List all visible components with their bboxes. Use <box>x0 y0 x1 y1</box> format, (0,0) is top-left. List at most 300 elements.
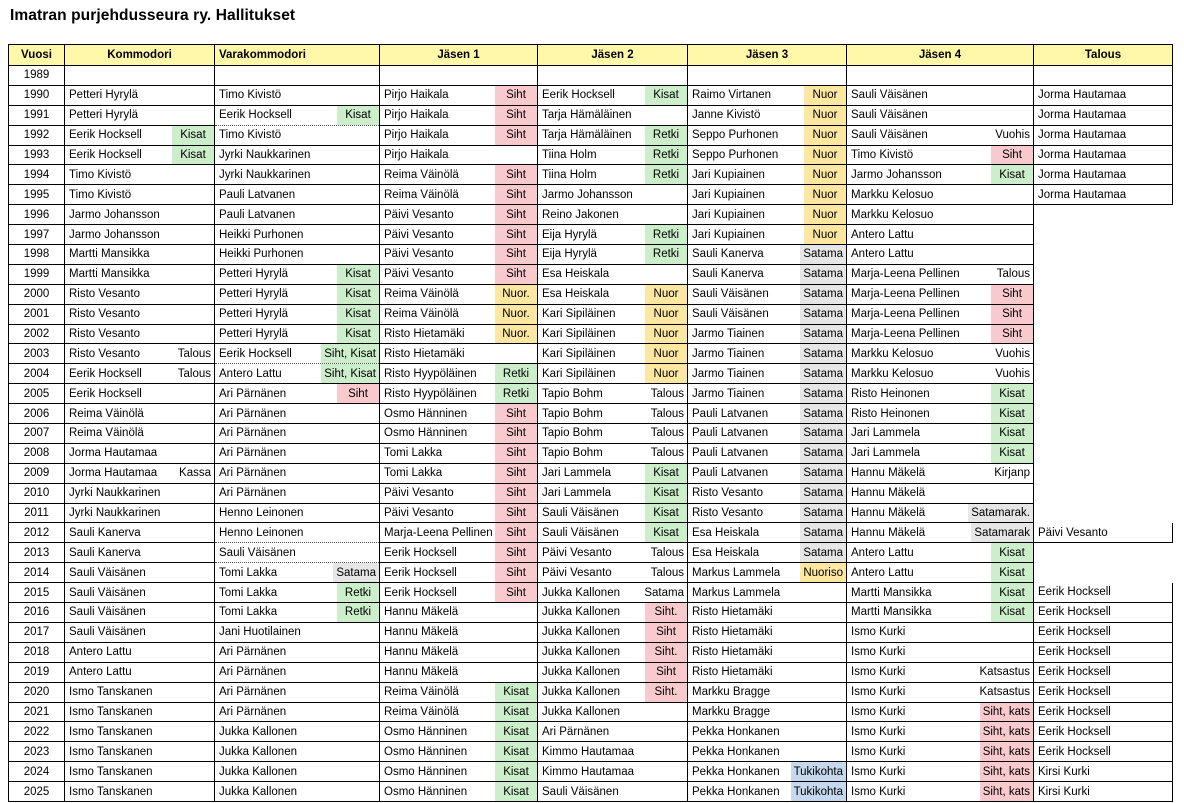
year-cell: 2020 <box>9 682 65 702</box>
varakommodori-cell <box>215 583 380 603</box>
member-name: Hannu Mäkelä <box>384 606 459 619</box>
kommodori-cell <box>65 443 215 463</box>
role-tag: Satama <box>800 424 846 443</box>
jasen-3-cell <box>688 702 847 722</box>
jasen-4-cell <box>847 722 1034 742</box>
kommodori-cell <box>65 702 215 722</box>
member-name <box>1034 245 1173 264</box>
role-tag: Satama <box>800 325 846 344</box>
member-name: Reima Väinölä <box>384 188 459 201</box>
varakommodori-cell <box>215 722 380 742</box>
role-tag: Kisat <box>337 305 379 324</box>
jasen-2-cell <box>538 722 688 742</box>
role-tag: Nuor <box>645 364 687 383</box>
kommodori-cell <box>65 384 215 404</box>
member-name: Jorma Hautamaa <box>1038 168 1127 181</box>
member-name: Ari Pärnänen <box>219 427 287 440</box>
jasen-2-cell <box>538 364 688 384</box>
member-name: Antero Lattu <box>69 666 132 679</box>
varakommodori-cell <box>215 523 380 543</box>
member-name: Timo Kivistö <box>851 149 914 161</box>
member-name: Ari Pärnänen <box>219 487 287 500</box>
member-name: Markus Lammela <box>692 586 781 599</box>
member-name: Kirsi Kurki <box>1038 765 1090 778</box>
member-name: Kari Sipiläinen <box>542 328 616 341</box>
header-jasen-4: Jäsen 4 <box>847 45 1034 66</box>
talous-cell <box>1034 125 1173 145</box>
year-cell: 2003 <box>9 344 65 364</box>
member-name: Marja-Leena Pellinen <box>851 288 960 301</box>
table-row <box>9 165 1173 185</box>
member-name: Antero Lattu <box>69 646 132 659</box>
kommodori-cell <box>65 264 215 284</box>
kommodori-cell <box>65 463 215 483</box>
varakommodori-cell <box>215 503 380 523</box>
role-tag: Kisat <box>991 165 1033 184</box>
jasen-1-cell <box>380 105 538 125</box>
jasen-3-cell <box>688 145 847 165</box>
member-name: Pekka Honkanen <box>692 765 780 778</box>
jasen-4-cell <box>847 205 1034 225</box>
talous-cell <box>1034 66 1173 86</box>
talous-cell <box>1034 384 1173 404</box>
kommodori-cell <box>65 125 215 145</box>
member-name <box>1034 66 1172 85</box>
member-name: Tarja Hämäläinen <box>542 129 632 142</box>
kommodori-cell <box>65 284 215 304</box>
talous-cell <box>1034 85 1173 105</box>
jasen-4-cell <box>847 563 1034 583</box>
table-row <box>9 205 1173 225</box>
role-tag: Satama <box>800 305 846 324</box>
role-tag: Siht <box>495 404 537 423</box>
member-name: Päivi Vesanto <box>384 248 454 261</box>
jasen-2-cell <box>538 384 688 404</box>
role-tag: Nuor <box>645 325 687 344</box>
member-name: Tomi Lakka <box>219 586 278 599</box>
role-tag: Retki <box>645 165 687 184</box>
member-name: Reima Väinölä <box>384 686 459 699</box>
varakommodori-cell <box>215 603 380 623</box>
role-tag: Kisat <box>991 384 1033 403</box>
member-name: Reima Väinölä <box>384 308 459 321</box>
member-name: Eerik Hocksell <box>1038 725 1111 738</box>
table-row <box>9 622 1173 642</box>
member-name: Pekka Honkanen <box>692 725 780 738</box>
jasen-2-cell <box>538 483 688 503</box>
jasen-3-cell <box>688 364 847 384</box>
jasen-3-cell <box>688 284 847 304</box>
talous-cell <box>1034 185 1173 205</box>
role-tag: Siht <box>495 106 537 125</box>
jasen-4-cell <box>847 483 1034 503</box>
member-name: Tomi Lakka <box>219 566 278 579</box>
year-cell: 1989 <box>9 66 65 86</box>
kommodori-cell <box>65 225 215 245</box>
jasen-2-cell <box>538 105 688 125</box>
member-name: Ismo Tanskanen <box>69 785 153 798</box>
member-name: Petteri Hyrylä <box>219 308 289 321</box>
role-tag: Satama <box>800 464 846 483</box>
kommodori-cell <box>65 762 215 782</box>
role-tag: Siht <box>495 265 537 284</box>
kommodori-cell <box>65 66 215 86</box>
member-name: Ari Pärnänen <box>219 646 287 659</box>
role-tag: Kirjanp <box>994 467 1030 480</box>
jasen-3-cell <box>688 583 847 603</box>
year-cell: 2016 <box>9 603 65 623</box>
role-tag: Siht <box>495 563 537 582</box>
kommodori-cell <box>65 682 215 702</box>
member-name: Hannu Mäkelä <box>851 467 926 480</box>
member-name: Eija Hyrylä <box>542 228 597 241</box>
table-row <box>9 523 1173 543</box>
member-name: Jarmo Tiainen <box>692 367 765 380</box>
member-name: Eerik Hocksell <box>69 367 142 380</box>
year-cell: 2018 <box>9 642 65 662</box>
jasen-4-cell <box>847 523 1034 543</box>
member-name <box>215 66 379 85</box>
varakommodori-cell <box>215 404 380 424</box>
member-name: Eerik Hocksell <box>1038 666 1111 679</box>
jasen-2-cell <box>538 583 688 603</box>
jasen-4-cell <box>847 125 1034 145</box>
talous-cell <box>1034 642 1173 662</box>
role-tag: Siht, Kisat <box>321 364 379 383</box>
talous-cell <box>1034 344 1173 364</box>
role-tag: Kisat <box>645 484 687 503</box>
varakommodori-cell <box>215 364 380 384</box>
kommodori-cell <box>65 523 215 543</box>
kommodori-cell <box>65 165 215 185</box>
year-cell: 2004 <box>9 364 65 384</box>
role-tag: Satama <box>800 484 846 503</box>
jasen-1-cell <box>380 245 538 265</box>
member-name: Tomi Lakka <box>384 467 443 480</box>
varakommodori-cell <box>215 245 380 265</box>
table-row <box>9 543 1173 563</box>
member-name: Risto Hietamäki <box>384 328 465 341</box>
jasen-3-cell <box>688 384 847 404</box>
member-name: Timo Kivistö <box>219 89 282 102</box>
member-name: Jarmo Tiainen <box>692 387 765 400</box>
jasen-3-cell <box>688 523 847 543</box>
member-name: Antero Lattu <box>851 248 914 261</box>
varakommodori-cell <box>215 563 380 583</box>
member-name: Janne Kivistö <box>692 109 761 122</box>
table-row <box>9 742 1173 762</box>
member-name: Tomi Lakka <box>384 447 443 460</box>
member-name: Jarmo Johansson <box>542 188 633 201</box>
talous-cell <box>1034 463 1173 483</box>
jasen-4-cell <box>847 503 1034 523</box>
talous-cell <box>1034 483 1173 503</box>
jasen-2-cell <box>538 205 688 225</box>
member-name <box>1034 325 1173 344</box>
member-name: Sauli Väisänen <box>69 586 146 599</box>
member-name: Marja-Leena Pellinen <box>851 268 960 281</box>
talous-cell <box>1034 563 1173 583</box>
kommodori-cell <box>65 185 215 205</box>
member-name: Jari Lammela <box>542 487 612 500</box>
jasen-3-cell <box>688 245 847 265</box>
role-tag: Siht <box>495 484 537 503</box>
kommodori-cell <box>65 642 215 662</box>
member-name: Eerik Hocksell <box>69 149 142 161</box>
role-tag: Siht <box>495 523 537 542</box>
jasen-1-cell <box>380 404 538 424</box>
table-row <box>9 762 1173 782</box>
member-name: Sauli Kanerva <box>69 546 141 559</box>
member-name: Eerik Hocksell <box>1038 745 1111 758</box>
jasen-4-cell <box>847 384 1034 404</box>
jasen-1-cell <box>380 145 538 165</box>
member-name: Pauli Latvanen <box>692 447 769 460</box>
member-name: Marja-Leena Pellinen <box>851 328 960 341</box>
role-tag: Kisat <box>495 762 537 781</box>
member-name: Markku Bragge <box>692 705 770 718</box>
jasen-3-cell <box>688 324 847 344</box>
role-tag: Nuor <box>804 165 846 184</box>
member-name: Jarmo Johansson <box>69 228 160 241</box>
board-table <box>8 44 1173 802</box>
member-name: Eerik Hocksell <box>1038 686 1111 699</box>
jasen-3-cell <box>688 742 847 762</box>
kommodori-cell <box>65 105 215 125</box>
role-tag: Vuohis <box>995 129 1030 142</box>
role-tag: Talous <box>996 268 1030 281</box>
role-tag: Siht <box>495 86 537 105</box>
role-tag: Siht <box>495 225 537 244</box>
member-name: Heikki Purhonen <box>219 228 304 241</box>
member-name: Tapio Bohm <box>542 407 603 420</box>
kommodori-cell <box>65 85 215 105</box>
talous-cell <box>1034 523 1173 543</box>
member-name <box>1034 484 1173 503</box>
year-cell: 2025 <box>9 782 65 802</box>
jasen-4-cell <box>847 543 1034 563</box>
role-tag: Talous <box>650 447 684 460</box>
member-name: Timo Kivistö <box>219 129 282 142</box>
member-name: Martti Mansikka <box>851 586 932 599</box>
talous-cell <box>1034 205 1173 225</box>
header-row <box>9 45 1173 66</box>
role-tag: Retki <box>337 603 379 622</box>
talous-cell <box>1034 603 1173 623</box>
role-tag: Siht. <box>645 643 687 662</box>
kommodori-cell <box>65 245 215 265</box>
table-row <box>9 404 1173 424</box>
role-tag: Satama <box>800 384 846 403</box>
member-name: Päivi Vesanto <box>1038 526 1108 539</box>
role-tag: Satama <box>800 245 846 264</box>
member-name: Risto Hyypöläinen <box>384 367 477 380</box>
member-name: Ari Pärnänen <box>219 387 287 400</box>
role-tag: Nuor. <box>495 305 537 324</box>
member-name: Pauli Latvanen <box>219 208 296 221</box>
jasen-3-cell <box>688 304 847 324</box>
kommodori-cell <box>65 145 215 165</box>
varakommodori-cell <box>215 185 380 205</box>
member-name: Päivi Vesanto <box>384 228 454 241</box>
member-name: Hannu Mäkelä <box>851 487 926 500</box>
member-name: Sauli Väisänen <box>851 129 928 142</box>
role-tag: Nuor. <box>495 285 537 304</box>
varakommodori-cell <box>215 225 380 245</box>
member-name: Osmo Hänninen <box>384 765 468 778</box>
jasen-1-cell <box>380 483 538 503</box>
jasen-2-cell <box>538 304 688 324</box>
member-name: Risto Heinonen <box>851 387 930 400</box>
table-row <box>9 66 1173 86</box>
table-row <box>9 304 1173 324</box>
jasen-2-cell <box>538 145 688 165</box>
member-name: Päivi Vesanto <box>384 208 454 221</box>
member-name: Ari Pärnänen <box>542 725 610 738</box>
role-tag: Satama <box>800 265 846 284</box>
role-tag: Vuohis <box>995 367 1030 380</box>
jasen-2-cell <box>538 503 688 523</box>
varakommodori-cell <box>215 642 380 662</box>
talous-cell <box>1034 225 1173 245</box>
member-name: Sauli Väisänen <box>69 606 146 619</box>
jasen-1-cell <box>380 742 538 762</box>
member-name: Kari Sipiläinen <box>542 308 616 321</box>
talous-cell <box>1034 503 1173 523</box>
member-name <box>1034 344 1173 363</box>
jasen-4-cell <box>847 344 1034 364</box>
member-name: Esa Heiskala <box>542 268 610 281</box>
year-cell: 2021 <box>9 702 65 722</box>
jasen-3-cell <box>688 782 847 802</box>
jasen-2-cell <box>538 245 688 265</box>
member-name: Eerik Hocksell <box>1038 606 1111 619</box>
member-name: Jari Kupiainen <box>692 208 765 221</box>
role-tag: Kisat <box>991 543 1033 562</box>
role-tag: Siht <box>495 126 537 145</box>
member-name: Jorma Hautamaa <box>1038 89 1127 102</box>
member-name <box>1034 225 1173 244</box>
role-tag: Kisat <box>645 464 687 483</box>
member-name <box>688 66 846 85</box>
header-jasen-3: Jäsen 3 <box>688 45 847 66</box>
kommodori-cell <box>65 583 215 603</box>
member-name: Ismo Kurki <box>851 725 906 738</box>
member-name: Sauli Väisänen <box>851 109 928 122</box>
member-name: Hannu Mäkelä <box>384 666 459 679</box>
jasen-4-cell <box>847 424 1034 444</box>
jasen-2-cell <box>538 642 688 662</box>
role-tag: Kisat <box>645 86 687 105</box>
year-cell: 2009 <box>9 463 65 483</box>
member-name: Jari Kupiainen <box>692 188 765 201</box>
year-cell: 2024 <box>9 762 65 782</box>
role-tag: Siht <box>991 325 1033 344</box>
member-name: Eija Hyrylä <box>542 248 597 261</box>
member-name: Päivi Vesanto <box>384 487 454 500</box>
role-tag: Kisat <box>172 146 214 165</box>
member-name: Pirjo Haikala <box>384 149 449 161</box>
jasen-4-cell <box>847 185 1034 205</box>
role-tag: Vuohis <box>995 347 1030 360</box>
jasen-3-cell <box>688 185 847 205</box>
jasen-1-cell <box>380 762 538 782</box>
member-name: Risto Hietamäki <box>384 347 465 360</box>
member-name: Osmo Hänninen <box>384 427 468 440</box>
member-name: Jukka Kallonen <box>542 606 620 619</box>
kommodori-cell <box>65 483 215 503</box>
role-tag: Siht, Kisat <box>321 344 379 363</box>
member-name: Reima Väinölä <box>69 407 144 420</box>
jasen-1-cell <box>380 225 538 245</box>
member-name: Sauli Väisänen <box>692 308 769 321</box>
jasen-3-cell <box>688 443 847 463</box>
table-row <box>9 225 1173 245</box>
member-name: Ismo Kurki <box>851 626 906 639</box>
jasen-2-cell <box>538 264 688 284</box>
member-name: Osmo Hänninen <box>384 407 468 420</box>
jasen-2-cell <box>538 463 688 483</box>
member-name: Kimmo Hautamaa <box>542 745 635 758</box>
member-name: Sauli Väisänen <box>69 626 146 639</box>
varakommodori-cell <box>215 344 380 364</box>
table-row <box>9 563 1173 583</box>
kommodori-cell <box>65 722 215 742</box>
member-name: Jani Huotilainen <box>219 626 301 639</box>
varakommodori-cell <box>215 105 380 125</box>
varakommodori-cell <box>215 324 380 344</box>
role-tag: Kisat <box>991 583 1033 602</box>
member-name <box>1034 563 1173 582</box>
year-cell: 2015 <box>9 583 65 603</box>
role-tag: Kisat <box>495 782 537 801</box>
year-cell: 2012 <box>9 523 65 543</box>
table-row <box>9 782 1173 802</box>
member-name: Jyrki Naukkarinen <box>69 487 161 500</box>
member-name: Reima Väinölä <box>384 168 459 181</box>
member-name: Jukka Kallonen <box>542 586 620 599</box>
member-name: Risto Hietamäki <box>692 666 773 679</box>
member-name: Osmo Hänninen <box>384 745 468 758</box>
member-name: Eerik Hocksell <box>384 546 457 559</box>
jasen-3-cell <box>688 662 847 682</box>
jasen-3-cell <box>688 563 847 583</box>
member-name: Esa Heiskala <box>692 546 760 559</box>
role-tag: Siht <box>495 205 537 224</box>
member-name: Jorma Hautamaa <box>69 447 158 460</box>
varakommodori-cell <box>215 264 380 284</box>
jasen-3-cell <box>688 225 847 245</box>
year-cell: 2014 <box>9 563 65 583</box>
role-tag: Retki <box>337 583 379 602</box>
jasen-2-cell <box>538 424 688 444</box>
jasen-3-cell <box>688 722 847 742</box>
member-name: Jarmo Johansson <box>851 168 942 181</box>
member-name: Eerik Hocksell <box>1038 705 1111 718</box>
table-row <box>9 344 1173 364</box>
varakommodori-cell <box>215 443 380 463</box>
role-tag: Retki <box>495 364 537 383</box>
talous-cell <box>1034 145 1173 165</box>
varakommodori-cell <box>215 483 380 503</box>
varakommodori-cell <box>215 66 380 86</box>
member-name: Seppo Purhonen <box>692 149 779 161</box>
member-name: Risto Hyypöläinen <box>384 387 477 400</box>
role-tag: Siht <box>495 444 537 463</box>
table-row <box>9 185 1173 205</box>
member-name: Osmo Hänninen <box>384 725 468 738</box>
varakommodori-cell <box>215 762 380 782</box>
